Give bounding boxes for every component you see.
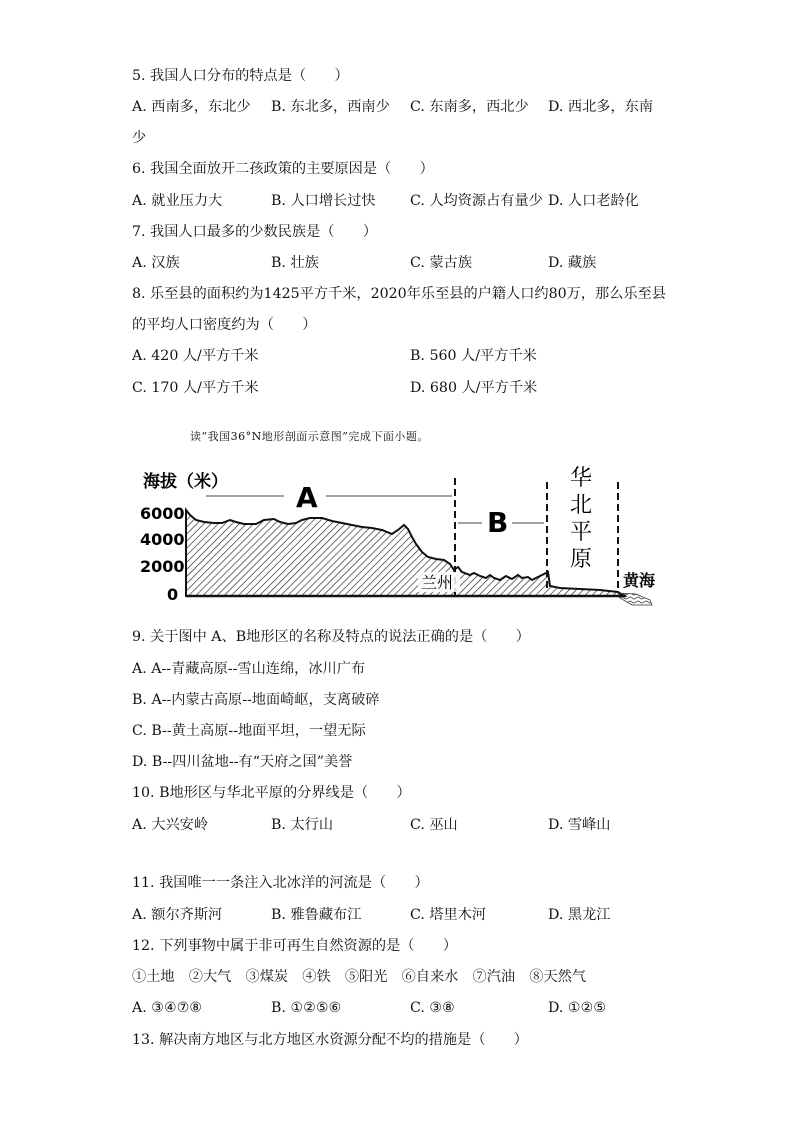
option-a: A. 汉族 xyxy=(132,255,180,271)
sea-label-huanghai: 黄海 xyxy=(623,571,656,590)
option-b: B. 太行山 xyxy=(271,817,334,833)
option-a: A. 420 人/平方千米 xyxy=(132,348,259,364)
option-c: C. ③⑧ xyxy=(410,1000,455,1016)
y-tick-2000: 2000 xyxy=(140,557,185,576)
region-b-label: B xyxy=(487,506,509,539)
region-a-label: A xyxy=(296,481,318,514)
question-7-options xyxy=(132,253,672,273)
question-10-stem: 10. B地形区与华北平原的分界线是（ ） xyxy=(132,785,411,801)
option-a: A. 西南多，东北少 xyxy=(132,99,251,115)
option-c: C. 人均资源占有量少 xyxy=(410,193,543,209)
plain-label-char-1: 华 xyxy=(570,466,593,491)
y-tick-0: 0 xyxy=(167,585,179,604)
question-11-stem: 11. 我国唯一一条注入北冰洋的河流是（ ） xyxy=(132,875,429,891)
question-6-options xyxy=(132,191,672,211)
terrain-profile xyxy=(186,510,624,596)
question-5-options xyxy=(132,97,672,117)
question-8-stem: 8. 乐至县的面积约为1425平方千米，2020年乐至县的户籍人口约80万，那么乐至县 xyxy=(132,286,666,302)
plain-label-char-4: 原 xyxy=(570,547,593,572)
question-9-option-c: C. B--黄土高原--地面平坦，一望无际 xyxy=(132,723,366,739)
question-9-option-b: B. A--内蒙古高原--地面崎岖，支离破碎 xyxy=(132,692,380,708)
question-9-option-d: D. B--四川盆地--有“天府之国”美誉 xyxy=(132,754,353,770)
option-a: A. ③④⑦⑧ xyxy=(132,1000,203,1016)
y-tick-4000: 4000 xyxy=(140,530,185,549)
option-c: C. 170 人/平方千米 xyxy=(132,380,259,396)
option-d: D. 680 人/平方千米 xyxy=(410,380,538,396)
question-10-options xyxy=(132,815,672,835)
question-12-options xyxy=(132,998,672,1018)
option-d: D. 黑龙江 xyxy=(548,907,611,923)
option-b: B. ①②⑤⑥ xyxy=(271,1000,342,1016)
option-d: D. ①②⑤ xyxy=(548,1000,607,1016)
option-a: A. 额尔齐斯河 xyxy=(132,907,223,923)
question-11-options xyxy=(132,905,672,925)
figure-caption: 读“我国36°N地形剖面示意图”完成下面小题。 xyxy=(190,430,429,443)
option-b: B. 人口增长过快 xyxy=(271,193,376,209)
option-d: D. 雪峰山 xyxy=(548,817,611,833)
option-b: B. 雅鲁藏布江 xyxy=(271,907,362,923)
plain-label-char-3: 平 xyxy=(570,520,593,545)
option-c: C. 巫山 xyxy=(410,817,458,833)
question-8-options-row1 xyxy=(132,346,672,366)
question-7-stem: 7. 我国人口最多的少数民族是（ ） xyxy=(132,224,378,240)
y-axis-title: 海拔（米） xyxy=(143,472,228,492)
option-a: A. 就业压力大 xyxy=(132,193,223,209)
option-b: B. 东北多，西南少 xyxy=(271,99,390,115)
option-b: B. 壮族 xyxy=(271,255,319,271)
plain-label-char-2: 北 xyxy=(570,493,593,518)
city-label-lanzhou: 兰州 xyxy=(421,573,454,592)
option-c: C. 东南多，西北少 xyxy=(410,99,529,115)
option-d: D. 人口老龄化 xyxy=(548,193,639,209)
question-9-stem: 9. 关于图中 A、B地形区的名称及特点的说法正确的是（ ） xyxy=(132,629,530,645)
question-12-items: ①土地 ②大气 ③煤炭 ④铁 ⑤阳光 ⑥自来水 ⑦汽油 ⑧天然气 xyxy=(132,969,587,985)
option-c: C. 蒙古族 xyxy=(410,255,472,271)
option-a: A. 大兴安岭 xyxy=(132,817,209,833)
question-13-stem: 13. 解决南方地区与北方地区水资源分配不均的措施是（ ） xyxy=(132,1032,528,1048)
question-9-option-a: A. A--青藏高原--雪山连绵，冰川广布 xyxy=(132,661,366,677)
question-6-stem: 6. 我国全面放开二孩政策的主要原因是（ ） xyxy=(132,161,434,177)
y-tick-6000: 6000 xyxy=(140,504,185,523)
question-5-stem: 5. 我国人口分布的特点是（ ） xyxy=(132,68,349,84)
option-c: C. 塔里木河 xyxy=(410,907,487,923)
option-d: D. 藏族 xyxy=(548,255,597,271)
question-12-stem: 12. 下列事物中属于非可再生自然资源的是（ ） xyxy=(132,938,458,954)
question-5-option-d-continuation: 少 xyxy=(132,130,147,146)
terrain-profile-figure xyxy=(140,460,670,610)
option-b: B. 560 人/平方千米 xyxy=(410,348,537,364)
question-8-stem-continuation: 的平均人口密度约为（ ） xyxy=(132,317,317,333)
question-8-options-row2 xyxy=(132,378,672,398)
option-d: D. 西北多，东南 xyxy=(548,99,654,115)
